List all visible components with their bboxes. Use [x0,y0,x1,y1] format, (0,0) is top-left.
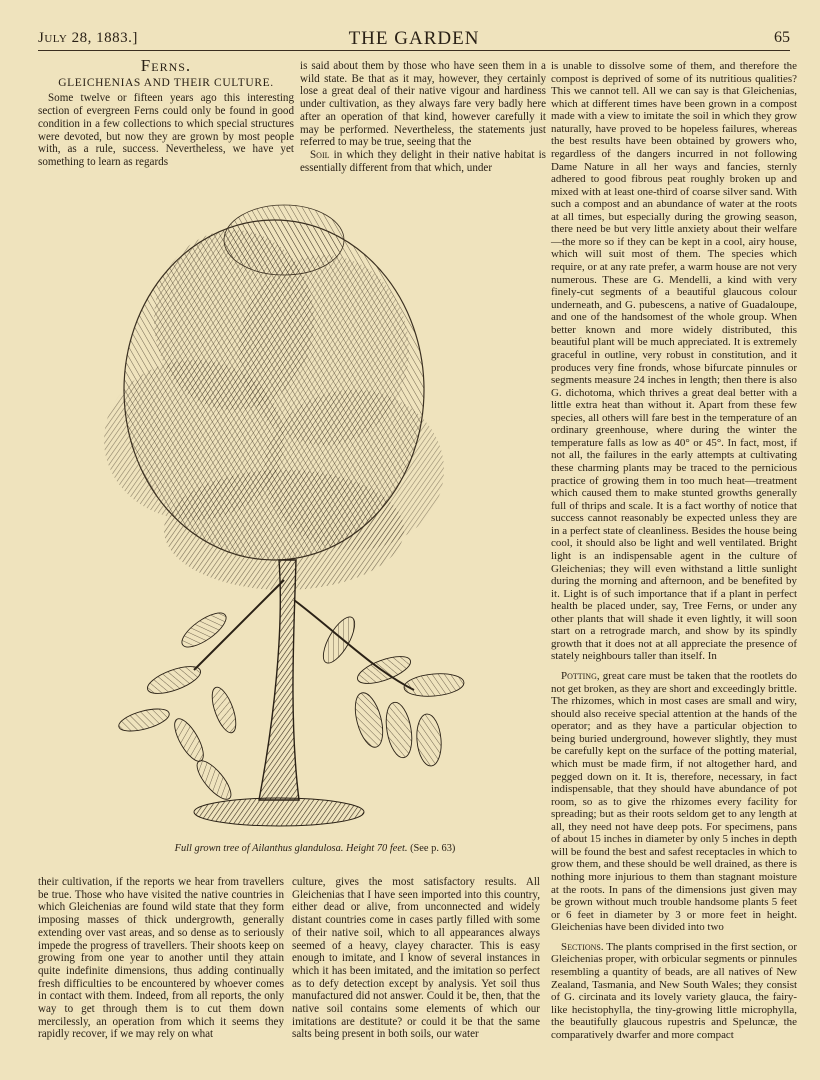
issue-date: July 28, 1883.] [38,30,138,46]
paragraph-text: great care must be taken that the rootlets do not get broken, as they are short and exceedingly brittle. The rhizomes, which in most cases are small and wiry, should also receive special attention at the hands of the operator; and as they have a particular objection to being buried underground, however slightly, they must be carefully kept on the surface of the potting material, which must be made firm, if not altogether hard, and pegged down on it. It is, therefore, necessary, in fact indispensable, that they should have abundance of pot room, so as to give the rhizomes every facility for spreading; but as their roots seldom get to any length at all, they need not have deep pots. For specimens, pans of about 15 inches in diameter by only 5 inches in depth will be found the best and safest receptacles in which to grow them, and these should be well drained, as there is nothing more injurious to them than stagnant moisture at the roots. In pans of the dimensions just given may be grown without much trouble handsome plants 5 feet or 6 feet in diameter by 3 or more feet in height. Gleichenias have been divided into two [551,670,797,934]
column-2-top [300,60,546,174]
publication-title: THE GARDEN [348,28,480,49]
figure-caption [100,843,530,854]
paragraph-text: The plants comprised in the first section, or Gleichenias proper, with orbicular segments or pinnules resembling a quantity of beads, are all natives of New Zealand, Tasmania, and New South Wales; they consist of G. circinata and its lovely variety glauca, the fairy-like hecistophylla, the tiny-growing little microphylla, the beautifully glaucous rupestris and Speluncæ, the comparatively dwarfer and more compact [551,940,797,1041]
caption-text: Full grown tree of Ailanthus glandulosa. Height 70 feet. [174,843,408,854]
article-paragraph: is said about them by those who have seen them in a wild state. Be that as it may, however, they certainly lose a great deal of their native vigour and hardiness under cultivation, as they always fare very badly here after an operation of that kind, however carefully it may be performed. Nevertheless, the statements just referred to may be true, seeing that the [300,60,546,149]
subheading-sections: Sections. [561,940,604,953]
article-paragraph: is unable to dissolve some of them, and therefore the compost is deprived of some of its nutritious qualities? This we cannot tell. All we can say is that Gleichenias, which at different times have been grown in a compost made with a view to imitate the soil in which they grow naturally, have proved to be hopeless failures, whereas the best results have been obtained by growers who, regardless of the dangers incurred in not following Dame Nature in all her ways and fancies, sternly adhered to good fibrous peat roughly broken up and mixed with at least one-third of coarse silver sand. With such a compost and an abundance of water at the roots at all times, but especially during the growing season, there need be but very little anxiety about their welfare—the more so if they can be kept in a cool, airy house, which will suit most of them. The species which require, or at any rate prefer, a warm house are not very numerous. These are G. Mendelli, a kind with very finely-cut segments of a beautiful glaucous colour underneath, and G. pubescens, a native of Guadaloupe, and one of the handsomest of the whole group. When better known and more widely distributed, this beautiful plant will be much appreciated. It is extremely graceful in outline, very robust in constitution, and it produces very fine fronds, whose bifurcate pinnules or segments measure 24 inches in length; then there is also G. dichotoma, which thrives a great deal better with a little extra heat than without it. Apart from these few species, all others will fare best in the temperature of an ordinary greenhouse, where during the winter the temperature falls as low as 40° or 45°. In fact, most, if not all, the failures in the early attempts at cultivating these charming plants may be traced to the pernicious practice of growing them in too much heat—treatment which caused them to make stunted growths generally full of thrips and scale. It is a fact worthy of notice that success cannot reasonably be expected unless they are in a perfect state of cleanliness. Besides the house being cool, it should also be light and well ventilated. Bright light is an indispensable agent in the culture of Gleichenias; they will even withstand a little sunlight during the morning and afternoon, and be benefited by it. Light is of such importance that if a plant in perfect health be placed under, say, Tree Ferns, or under any other plants that will shade it even lightly, it will soon start on a retrograde march, and show by its spindly growth that it does not at all appreciate the presence of stately neighbours taller than itself. In [551,60,797,663]
subheading-potting: Potting, [561,670,600,682]
tree-canopy [104,205,444,590]
article-paragraph: Some twelve or fifteen years ago this interesting section of evergreen Ferns could only be found in good condition in a few collections to which special structures were devoted, but now they are grown by most people with, as a rule, success. Nevertheless, we have yet something to learn as regards [38,92,294,168]
article-paragraph: their cultivation, if the reports we hear from travellers be true. Those who have visited the native countries in which Gleichenias are found wild state that they form imposing masses of thick undergrowth, generally extending over vast areas, and so dense as to seriously impede the progress of travellers. Their shoots keep on growing from one year to another until they attain quite indefinite dimensions, thus adding continually fresh difficulties to be encountered by whoever comes in contact with them. Indeed, from all reports, the only way to get through them is to cut them down mercilessly, an operation from which it seems they rapidly recover, if we may rely on what [38,876,284,1041]
column-1-bottom [38,876,284,1041]
caption-reference: (See p. 63) [410,843,456,854]
section-heading: Ferns. [140,56,192,75]
subheading-soil: Soil [310,148,330,161]
article-title: GLEICHENIAS AND THEIR CULTURE. [58,76,274,89]
column-3 [551,60,797,1041]
article-paragraph: culture, gives the most satisfactory results. All Gleichenias that I have seen imported into this country, either dead or alive, from unconnected and widely distant countries come in cases partly filled with some of their native soil, which to all appearances always seemed of a heavy, clayey character. This is easy enough to imitate, and I know of several instances in which it has been imitated, and the imitation so perfect as to defy detection except by analysis. Yet soil thus manufactured did not answer. Could it be, then, that the native soil contains some elements of which our imitations are destitute? or could it be that the same salts being present in both soils, our water [292,876,540,1041]
page-number: 65 [774,29,790,46]
tree-engraving-illustration [84,200,484,840]
ground [194,798,364,826]
paragraph-text: in which they delight in their native habitat is essentially different from that which, under [300,148,546,174]
page-header [38,28,790,51]
column-1-top [38,56,294,169]
column-2-bottom [292,876,540,1041]
